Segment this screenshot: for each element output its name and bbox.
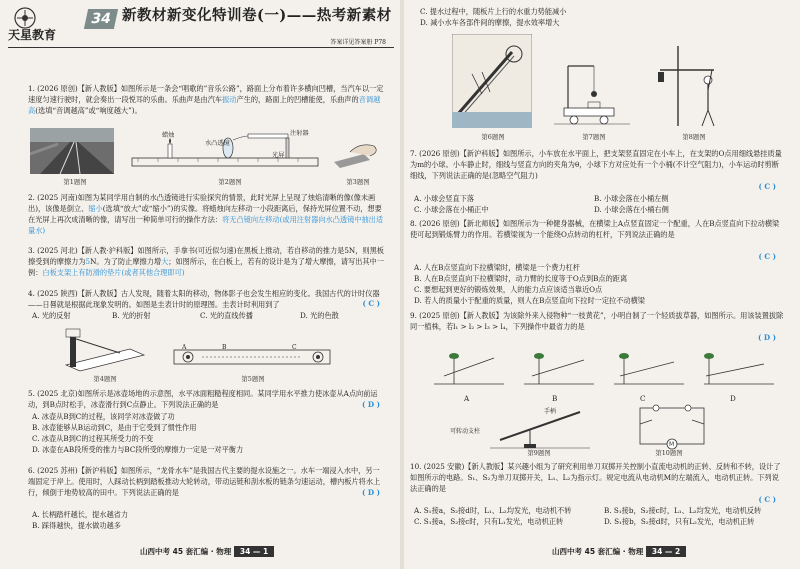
figure-9-weed-puller-options [424, 346, 784, 392]
q1-text: 1. (2026 原创)【新人教版】如图所示是一条会“唱歌的”音乐公路”，路面上分布着许多横向凹槽，当汽车以一定速度匀速行驶时，就会奏出一段悦耳的乐曲。乐曲声是由汽车 [28, 84, 384, 104]
q1-answer-2: 音调越高 [28, 95, 381, 115]
figure-7-caption: 第7题图 [582, 133, 606, 141]
question-2 [28, 192, 384, 236]
figure-4-caption: 第4题图 [93, 375, 117, 383]
q9-option-b: B [552, 394, 558, 403]
q3-text-4: ；如图所示，在白板上，若有的设计是为了增大摩擦，请写出其中一例： [28, 257, 384, 277]
q6-option-b: B. 踩得越快，提水做功越多 [32, 521, 121, 530]
q8-option-b: B. 人在B点竖直向下拉横梁时，动力臂的长度等于O点到B点的距离 [414, 274, 628, 283]
q2-text-2: (选填“放大”或“缩小”)的实像。将蜡烛向左移动一小段距离后，保持光屏位置不动，想要在光屏上再次成清晰的像，请写出一种简单可行的操作方法： [28, 204, 382, 224]
q8-text: 8. (2026 原创)【新北师版】如图所示为一种健身器械，在横梁上A点竖直固定一个配重，人在B点竖直向下拉动横梁使可起到锻炼臂力的作用。若横梁视为一个能绕O点转动的杠杆，下列说法正确的是 [410, 219, 780, 239]
figure-10-circuit [632, 402, 712, 450]
header-rule [8, 47, 394, 48]
fig2-label-candle: 蜡烛 [162, 132, 175, 139]
q10-option-d: D. S₁接b，S₂接d时，只有L₂发光，电动机正转 [604, 517, 755, 526]
q9-option-c: C [640, 394, 646, 403]
fig9-label-pivot: 可转动支柱 [450, 428, 481, 435]
fig2-label-water-lens: 水凸透镜 [205, 140, 230, 147]
q5-answer: ( D ) [361, 400, 380, 409]
q4-option-c: C. 光的直线传播 [200, 311, 253, 320]
q1-text-2: 产生的，路面上的凹槽能使 [236, 95, 323, 104]
q6-answer: ( D ) [361, 488, 380, 497]
q2-answer-1: 缩小 [88, 204, 103, 213]
figure-8-caption: 第8题图 [682, 133, 706, 141]
q5-option-b: B. 冰壶能够从B运动到C，是由于它受到了惯性作用 [32, 423, 197, 432]
footer-left-page: 34 — 1 [234, 546, 274, 557]
q7-option-d: D. 小球会落在小桶右侧 [594, 205, 669, 214]
q10-option-b: B. S₁接b，S₂接c时，L₁、L₂均发光，电动机反转 [604, 506, 762, 515]
q3-answer-1: 5 [85, 257, 91, 266]
q7-answer: ( C ) [758, 182, 776, 191]
q5-text: 5. (2025 北京)如图所示是冰壶场地的示意图，水平冰面粗糙程度相同。某同学用水平推力使冰壶从A点向前运动，到B点时松手，冰壶滑行到C点静止。下列说法正确的是 [28, 389, 378, 409]
q3-text: 3. (2025 河北)【新人教·沪科版】如图所示，手拿书(可近似匀速)在黑板上推动，若自移动的推力是5N，则黑板擦受到的摩擦力为 [28, 246, 384, 266]
question-3 [28, 245, 384, 278]
q6-option-d: D. 减小水车各部件间的摩擦，提水效率增大 [420, 18, 560, 27]
footer-right-page: 34 — 2 [646, 546, 686, 557]
page-title: 新教材新变化特训卷(一)——热考新素材 [122, 7, 392, 24]
brand-logo-icon [8, 6, 42, 30]
right-page [404, 0, 796, 569]
fig5-label-a: A [182, 344, 187, 351]
figure-7-cart-pendulum [554, 52, 630, 128]
q8-option-a: A. 人在B点竖直向下拉横梁时，横梁是一个费力杠杆 [414, 263, 580, 272]
q7-text: 7. (2026 原创)【新沪科版】如图所示，小车放在水平面上，把支架竖直固定在小车上，在支架的O点用细线悬挂质量为m的小球。小车静止时，细线与竖直方向的夹角为θ，小球下方对应处有一个小桶(不计空气阻力)，小车运动时剪断细线，下列说法正确的是(忽略空气阻力) [410, 149, 782, 180]
q5-option-d: D. 冰壶在AB段所受的推力与BC段所受的摩擦力一定是一对平衡力 [32, 445, 244, 454]
fig9-label-handle: 手柄 [544, 408, 557, 415]
footer-right [552, 546, 686, 557]
question-8 [410, 218, 784, 240]
q1-text-3: ，乐曲声的 [322, 95, 359, 104]
q6-option-c: C. 提水过程中，随板片上行的水重力势能减小 [420, 7, 567, 16]
figure-1-road-image [30, 128, 114, 174]
q7-option-b: B. 小球会落在小桶左侧 [594, 194, 669, 203]
q1-answer-1: 振动 [222, 95, 237, 104]
question-9 [410, 310, 784, 332]
figure-6-dragon-waterwheel [452, 34, 532, 128]
q4-option-a: A. 光的反射 [32, 311, 71, 320]
q3-answer-3: 白板支架上有防滑的垫片(或者其他合理即可) [42, 268, 185, 277]
figure-6-caption: 第6题图 [481, 133, 505, 141]
figure-8-fitness-device [654, 40, 734, 130]
figure-10-caption: 第10题图 [655, 449, 683, 457]
question-4 [28, 288, 384, 310]
fig2-label-syringe: 注射器 [290, 130, 309, 137]
q3-answer-2: 大 [161, 257, 169, 266]
q3-text-2: N。为了防止 [90, 257, 133, 266]
svg-text:M: M [669, 441, 675, 448]
figure-2-caption: 第2题图 [218, 178, 242, 186]
q9-text: 9. (2025 原创)【新人教版】为该除外来入侵物种“一枝黄花”，小明自制了一个轻质拔草器，如图所示。用该装置拔除同一植株，若l₁ > l₂ > l₃ > l₄，下列操作中最省力的是 [410, 311, 784, 331]
question-10 [410, 461, 784, 494]
q5-option-c: C. 冰壶从B到C的过程其所受力的不变 [32, 434, 154, 443]
q9-option-a: A [464, 394, 470, 403]
q4-text: 4. (2025 陕西)【新人教版】古人发现，随着太阳的移动，物体影子也会发生相应的变化。我国古代的计时仪器——日晷就是根据此现象发明的。如图是圭表计时的原理图。圭表计时利用到了 [28, 289, 380, 309]
q10-answer: ( C ) [758, 495, 776, 504]
q8-answer: ( C ) [758, 252, 776, 261]
figure-3-caption: 第3题图 [346, 178, 370, 186]
q6-text: 6. (2025 苏州)【新沪科版】如图所示，“龙骨水车”是我国古代主要的提水设施之一。水车一端浸入水中，另一端固定于岸上。使用时，人踩动长柄到踏板推动大轮转动，带动运链和刮水板的链条匀速运动，槽内板片将水上行，倾倒于地势较高的田中。下列说法正确的是 [28, 466, 381, 497]
q7-option-a: A. 小球会竖直下落 [414, 194, 475, 203]
q5-option-a: A. 冰壶从B到C的过程，该同学对冰壶做了功 [32, 412, 175, 421]
footer-right-title: 山西中考 45 套汇编 · 物理 [552, 547, 644, 556]
figure-5-caption: 第5题图 [241, 375, 265, 383]
answer-key-note: 答案详见答案册 P78 [330, 39, 386, 46]
fig2-label-screen: 光屏 [272, 152, 285, 159]
q6-option-a: A. 长柄踏杆越长，提水越省力 [32, 510, 129, 519]
paper-number: 34 [84, 9, 118, 29]
q2-text: 2. (2025 河南)如图为某同学用自制的水凸透镜进行实验探究的情景，此时光屏上呈现了烛焰清晰的像(像未画出)，该像是倒立、 [28, 193, 376, 213]
figure-3-hand-brush [330, 134, 386, 174]
q10-text: 10. (2025 安徽)【新人教版】某兴趣小组为了研究利用单刀双掷开关控制小直流电动机的正转、反转和不转，设计了如图所示的电路。S₁、S₂为单刀双掷开关，L₁、L₂为指示灯。规定电流从电动机M的左端流入，电动机正转。下列说法正确的是 [410, 462, 781, 493]
q1-text-4: (选填“音调越高”或“响度越大”)。 [35, 106, 142, 115]
question-5 [28, 388, 384, 410]
question-1 [28, 83, 384, 116]
footer-left [140, 546, 274, 557]
question-6 [28, 465, 384, 498]
figure-9-weed-puller-detail [490, 406, 590, 450]
figure-5-curling-track [172, 346, 332, 368]
brand-name: 天星教育 [8, 28, 57, 42]
q4-option-b: B. 光的折射 [112, 311, 151, 320]
q3-text-3: 摩擦力增 [132, 257, 162, 266]
fig5-label-b: B [222, 344, 227, 351]
fig5-label-c: C [292, 344, 297, 351]
q7-option-c: C. 小球会落在小桶正中 [414, 205, 489, 214]
q8-option-d: D. 若人的质量小于配重的质量，则人在B点竖直向下拉时一定拉不动横梁 [414, 296, 645, 305]
figure-4-sundial [60, 325, 150, 373]
footer-left-title: 山西中考 45 套汇编 · 物理 [140, 547, 232, 556]
q10-option-c: C. S₁接a，S₂接c时，只有L₁发光，电动机正转 [414, 517, 564, 526]
q9-option-d: D [730, 394, 736, 403]
q10-option-a: A. S₁接a，S₂接d时，L₁、L₂均发光，电动机不转 [414, 506, 572, 515]
figure-1-caption: 第1题图 [63, 178, 87, 186]
q4-answer: ( C ) [362, 299, 380, 308]
q9-answer: ( D ) [757, 333, 776, 342]
figure-9-caption: 第9题图 [527, 449, 551, 457]
q4-option-d: D. 光的色散 [300, 311, 339, 320]
q2-answer-2: 将无凸镜向左移动(或用注射器向水凸透镜中抽出适量水) [28, 215, 384, 235]
question-7 [410, 148, 784, 181]
q8-option-c: C. 要想起到更好的锻炼效果，人的能力点应该适当靠近O点 [414, 285, 603, 294]
